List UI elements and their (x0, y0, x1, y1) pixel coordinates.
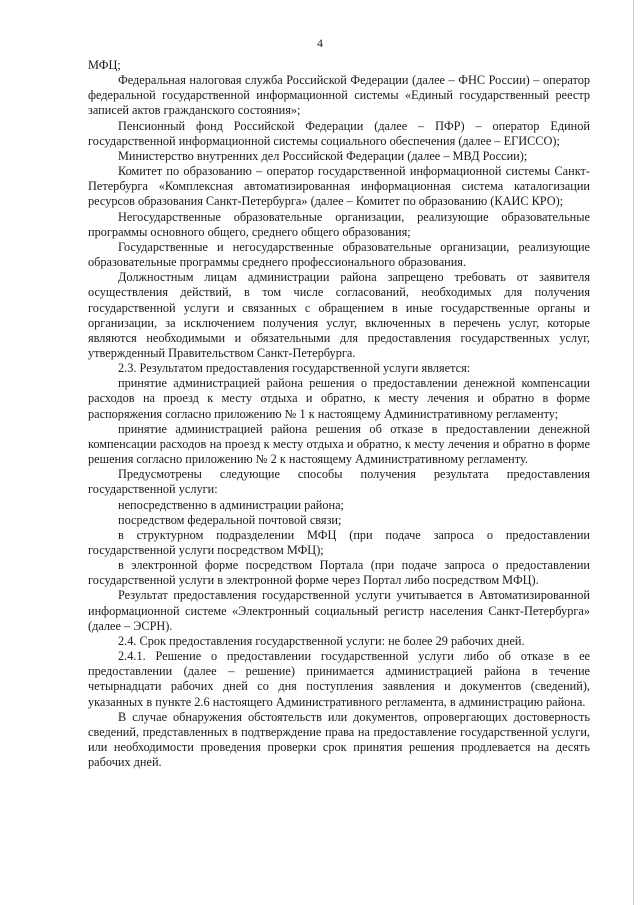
paragraph: Результат предоставления государственной услуги учитывается в Автоматизированной информационной системе «Электронный социальный регистр населения Санкт-Петербурга» (далее – ЭСРН). (88, 588, 590, 633)
paragraph: принятие администрацией района решения об отказе в предоставлении денежной компенсации расходов на проезд к месту отдыха и обратно, к месту лечения и обратно в форме решения согласно приложению № 2 к настоящему Административному регламенту. (88, 421, 590, 467)
paragraph: Негосударственные образовательные организации, реализующие образовательные программы основного общего, среднего общего образования; (88, 209, 590, 239)
paragraph: непосредственно в администрации района; (118, 497, 344, 512)
paragraph: посредством федеральной почтовой связи; (118, 512, 342, 527)
paragraph: Государственные и негосударственные образовательные организации, реализующие образовательные программы среднего профессионального образования. (88, 239, 590, 270)
paragraph: 2.3. Результатом предоставления государственной услуги является: (118, 361, 471, 376)
document-body (88, 58, 590, 770)
paragraph: Комитет по образованию – оператор государственной информационной системы Санкт-Петербурга «Комплексная автоматизированная информационная система каталогизации ресурсов образования Санкт-Петербурга» (далее – Комитет по образованию (КАИС КРО); (88, 164, 590, 209)
paragraph: Министерство внутренних дел Российской Федерации (далее – МВД России); (118, 148, 528, 163)
paragraph: Пенсионный фонд Российской Федерации (далее – ПФР) – оператор Единой государственной информационной системы социального обеспечения (далее – ЕГИССО); (88, 118, 590, 148)
paragraph: В случае обнаружения обстоятельств или документов, опровергающих достоверность сведений, представленных в подтверждение права на предоставление государственной услуги, или необходимости проведения проверки срок принятия решения продлевается на десять рабочих дней. (88, 709, 590, 770)
paragraph: 2.4.1. Решение о предоставлении государственной услуги либо об отказе в ее предоставлении (далее – решение) принимается администрацией района в течение четырнадцати рабочих дней со дня поступления заявления и документов (сведений), указанных в пункте 2.6 настоящего Административного регламента, в администрацию района. (88, 649, 590, 709)
page-number: 4 (317, 36, 323, 50)
paragraph: 2.4. Срок предоставления государственной услуги: не более 29 рабочих дней. (118, 633, 525, 648)
paragraph: МФЦ; (88, 58, 121, 72)
page-edge (633, 0, 634, 905)
paragraph: в структурном подразделении МФЦ (при подаче запроса о предоставлении государственной услуги посредством МФЦ); (88, 527, 590, 557)
paragraph: Федеральная налоговая служба Российской Федерации (далее – ФНС России) – оператор федеральной государственной информационной системы «Единый государственный реестр записей актов гражданского состояния»; (88, 73, 590, 118)
paragraph: принятие администрацией района решения о предоставлении денежной компенсации расходов на проезд к месту отдыха и обратно, к месту лечения и обратно в форме распоряжения согласно приложению № 1 к настоящему Административному регламенту; (88, 376, 590, 421)
paragraph: в электронной форме посредством Портала (при подаче запроса о предоставлении государственной услуги в электронной форме через Портал либо посредством МФЦ). (88, 558, 590, 588)
paragraph: Предусмотрены следующие способы получения результата предоставления государственной услуги: (88, 467, 590, 497)
paragraph: Должностным лицам администрации района запрещено требовать от заявителя осуществления действий, в том числе согласований, необходимых для получения государственной услуги и связанных с обращением в иные государственные органы и организации, за исключением получения услуг, включенных в перечень услуг, которые являются необходимыми и обязательными для предоставления государственных услуг, утвержденный Правительством Санкт-Петербурга. (88, 270, 590, 360)
